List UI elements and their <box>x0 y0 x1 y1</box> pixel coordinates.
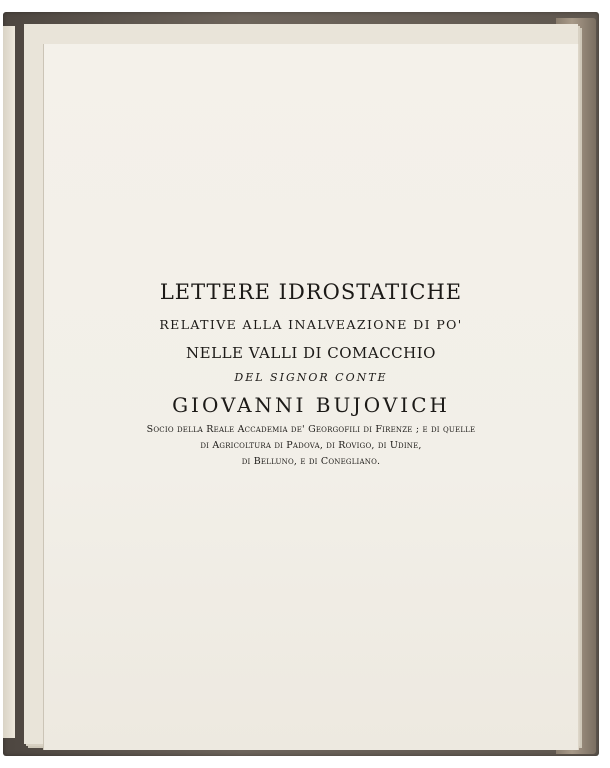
affiliation-line-2: di Agricoltura di Padova, di Rovigo, di Udine, <box>200 440 422 451</box>
left-page-edge <box>3 26 15 738</box>
affiliation-line-1: Socio della Reale Accademia de' Georgofili di Firenze ; e di quelle <box>146 424 476 435</box>
show-through-text <box>184 124 444 244</box>
document-subtitle: RELATIVE ALLA INALVEAZIONE DI PO' <box>159 317 463 332</box>
author-name: GIOVANNI BUJOVICH <box>172 393 450 417</box>
document-title: LETTERE IDROSTATICHE <box>159 280 463 304</box>
title-page <box>43 44 578 750</box>
document-subtitle-2: NELLE VALLI DI COMACCHIO <box>186 344 436 362</box>
author-prefix: DEL SIGNOR CONTE <box>234 371 388 384</box>
affiliation-line-3: di Belluno, e di Conegliano. <box>241 456 381 467</box>
page-stack <box>24 24 578 744</box>
